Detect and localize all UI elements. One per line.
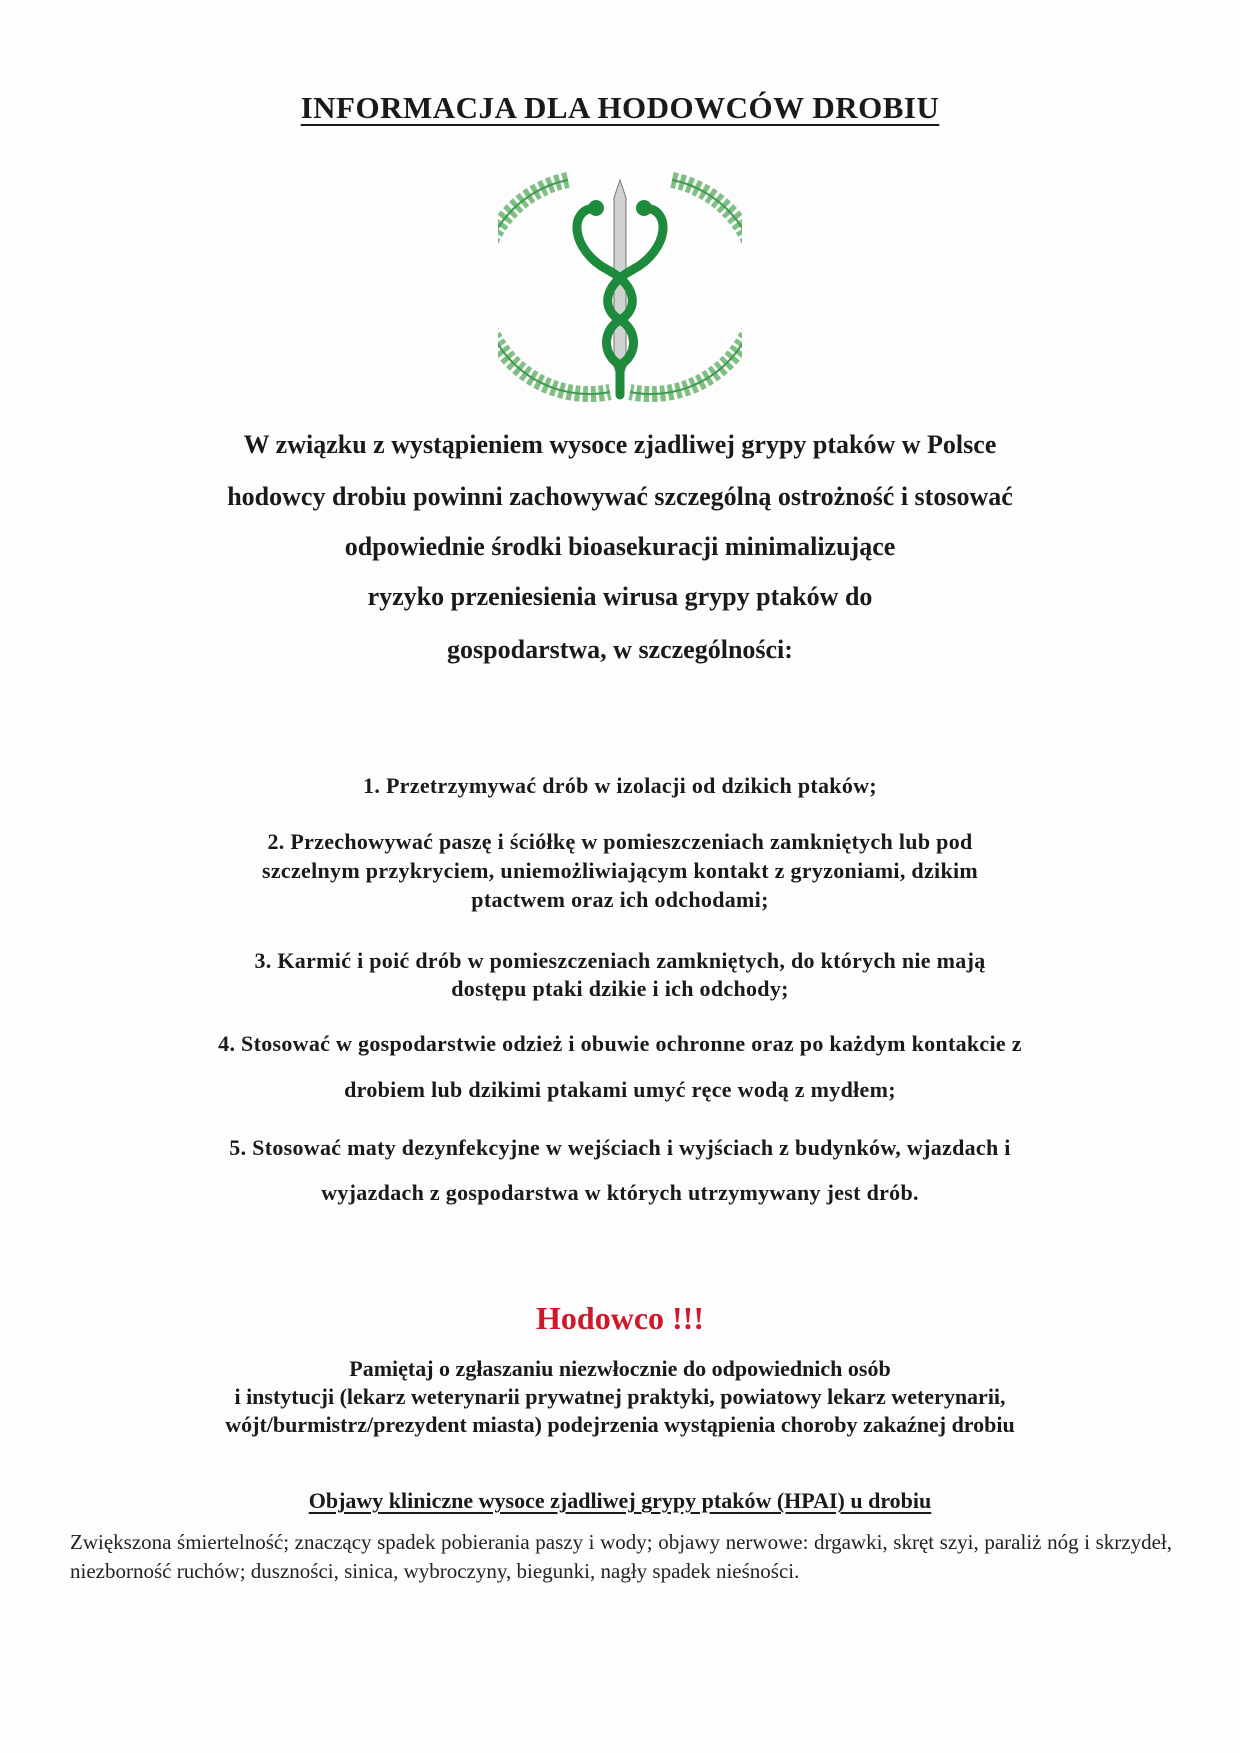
symptoms-heading-text: Objawy kliniczne wysoce zjadliwej grypy ptaków (HPAI) u drobiu (308, 1488, 932, 1513)
reminder-line: wójt/burmistrz/prezydent miasta) podejrzenia wystąpienia choroby zakaźnej drobiu (225, 1412, 1015, 1437)
reminder-line: Pamiętaj o zgłaszaniu niezwłocznie do odpowiednich osób (349, 1356, 891, 1381)
symptoms-text: Zwiększona śmiertelność; znaczący spadek pobierania paszy i wody; objawy nerwowe: drgawki, skręt szyi, paraliż nóg i skrzydeł, niezborność ruchów; duszności, sinica, wybroczyny, biegunki, nagły spadek nieśności. (70, 1530, 1172, 1583)
reminder-line: i instytucji (lekarz weterynarii prywatnej praktyki, powiatowy lekarz weterynarii, (234, 1384, 1006, 1409)
list-item-2-cont: ptactwem oraz ich odchodami; (471, 887, 769, 912)
page-title (0, 90, 1240, 126)
intro-line: hodowcy drobiu powinni zachowywać szczególną ostrożność i stosować (227, 482, 1013, 511)
intro-line: odpowiednie środki bioasekuracji minimalizujące (344, 532, 896, 561)
list-item-2-cont: szczelnym przykryciem, uniemożliwiającym kontakt z gryzoniami, dzikim (261, 858, 979, 883)
intro-line: ryzyko przeniesienia wirusa grypy ptaków do (367, 582, 873, 611)
list-item-3-cont: dostępu ptaki dzikie i ich odchody; (451, 976, 789, 1001)
page-title-text: INFORMACJA DLA HODOWCÓW DROBIU (300, 90, 940, 125)
list-item-4: 4. Stosować w gospodarstwie odzież i obuwie ochronne oraz po każdym kontakcie z (218, 1031, 1022, 1056)
list-item-4-cont: drobiem lub dzikimi ptakami umyć ręce wodą z mydłem; (344, 1077, 896, 1102)
list-item-3: 3. Karmić i poić drób w pomieszczeniach zamkniętych, do których nie mają (254, 948, 986, 973)
symptoms-heading (0, 1488, 1240, 1514)
list-item-5-cont: wyjazdach z gospodarstwa w których utrzymywany jest drób. (321, 1180, 919, 1205)
list-item-1: 1. Przetrzymywać drób w izolacji od dzikich ptaków; (363, 773, 877, 798)
alert-heading: Hodowco !!! (536, 1300, 704, 1336)
list-item-2: 2. Przechowywać paszę i ściółkę w pomieszczeniach zamkniętych lub pod (267, 829, 973, 854)
intro-line: gospodarstwa, w szczególności: (447, 635, 793, 664)
intro-line: W związku z wystąpieniem wysoce zjadliwej grypy ptaków w Polsce (243, 430, 997, 459)
veterinary-emblem-icon (498, 160, 742, 404)
list-item-5: 5. Stosować maty dezynfekcyjne w wejściach i wyjściach z budynków, wjazdach i (229, 1135, 1011, 1160)
